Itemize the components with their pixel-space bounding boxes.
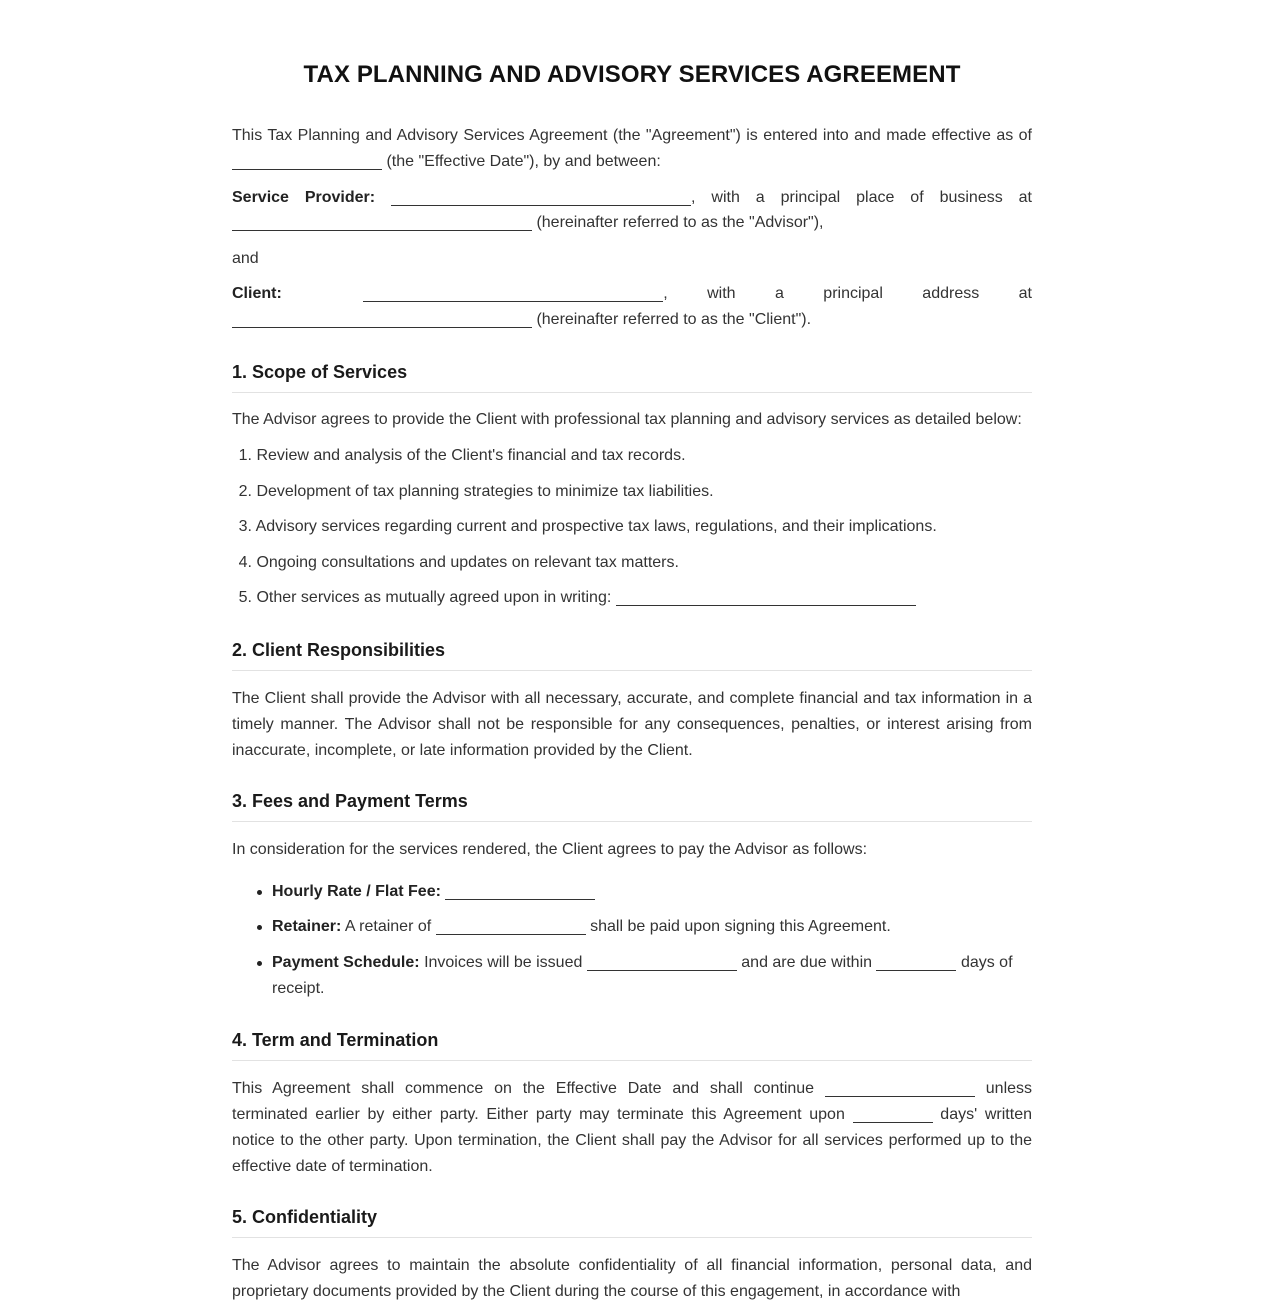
document-title: TAX PLANNING AND ADVISORY SERVICES AGREEMENT	[303, 61, 961, 88]
intro-text: This Tax Planning and Advisory Services Agreement (the "Agreement") is entered into and made effective as of	[232, 127, 1032, 144]
list-item: 5. Other services as mutually agreed upon in writing:	[232, 587, 916, 609]
provider-text-2: (hereinafter referred to as the "Advisor"),	[536, 214, 824, 231]
bullet	[257, 961, 262, 966]
bullet	[257, 925, 262, 930]
section-1-heading: 1. Scope of Services	[232, 360, 1032, 393]
client-text: , with a principal address at	[663, 285, 1033, 302]
section-2-body: The Client shall provide the Advisor with all necessary, accurate, and complete financial and tax information in a timely manner. The Advisor shall not be responsible for any consequences, penalties, or interest arising from inaccurate, incomplete, or late information provided by the Client.	[232, 690, 1032, 759]
client-label: Client:	[232, 285, 282, 302]
section-4-heading: 4. Term and Termination	[232, 1028, 1032, 1061]
list-item: Payment Schedule: Invoices will be issued and are due within days of receipt.	[272, 950, 1032, 1002]
provider-name-blank[interactable]	[391, 187, 691, 206]
client-line-2	[232, 307, 1032, 333]
rate-blank[interactable]	[445, 881, 595, 900]
effective-date-blank[interactable]	[232, 151, 382, 170]
client-text-2: (hereinafter referred to as the "Client").	[536, 311, 812, 328]
intro-paragraph	[232, 123, 1032, 175]
provider-label: Service Provider:	[232, 189, 376, 206]
client-name-blank[interactable]	[363, 283, 663, 302]
section-3-heading: 3. Fees and Payment Terms	[232, 789, 1032, 822]
section-5-heading: 5. Confidentiality	[232, 1205, 1032, 1238]
provider-line-2	[232, 210, 1032, 236]
term-blank[interactable]	[825, 1078, 975, 1097]
notice-days-blank[interactable]	[853, 1104, 933, 1123]
list-item: Retainer: A retainer of shall be paid upon signing this Agreement.	[272, 914, 1032, 940]
schedule-blank[interactable]	[587, 952, 737, 971]
list-item: 2. Development of tax planning strategies to minimize tax liabilities.	[238, 483, 714, 500]
provider-line-1	[232, 185, 1032, 211]
and-text: and	[232, 250, 259, 267]
list-item: 4. Ongoing consultations and updates on relevant tax matters.	[238, 554, 679, 571]
section-3-intro: In consideration for the services rendered, the Client agrees to pay the Advisor as follows:	[232, 841, 868, 858]
client-address-blank[interactable]	[232, 309, 532, 328]
retainer-blank[interactable]	[436, 916, 586, 935]
other-services-blank[interactable]	[616, 587, 916, 606]
bullet	[257, 890, 262, 895]
client-line-1	[232, 281, 1032, 307]
list-item: 3. Advisory services regarding current and prospective tax laws, regulations, and their implications.	[238, 518, 937, 535]
section-2-heading: 2. Client Responsibilities	[232, 638, 1032, 671]
provider-text: , with a principal place of business at	[691, 189, 1032, 206]
intro-text-2: (the "Effective Date"), by and between:	[386, 153, 661, 170]
list-item: Hourly Rate / Flat Fee:	[272, 879, 1032, 905]
section-1-intro: The Advisor agrees to provide the Client with professional tax planning and advisory services as detailed below:	[232, 411, 1022, 428]
section-5-body: The Advisor agrees to maintain the absolute confidentiality of all financial information, personal data, and proprietary documents provided by the Client during the course of this engagement, in accordance with	[232, 1257, 1032, 1300]
list-item: 1. Review and analysis of the Client's financial and tax records.	[238, 447, 686, 464]
due-days-blank[interactable]	[876, 952, 956, 971]
provider-address-blank[interactable]	[232, 212, 532, 231]
section-4-body: This Agreement shall commence on the Effective Date and shall continue unless terminated earlier by either party. Either party may terminate this Agreement upon days' written notice to the other party. Upon termination, the Client shall pay the Advisor for all services performed up to the effective date of termination.	[232, 1080, 1033, 1175]
